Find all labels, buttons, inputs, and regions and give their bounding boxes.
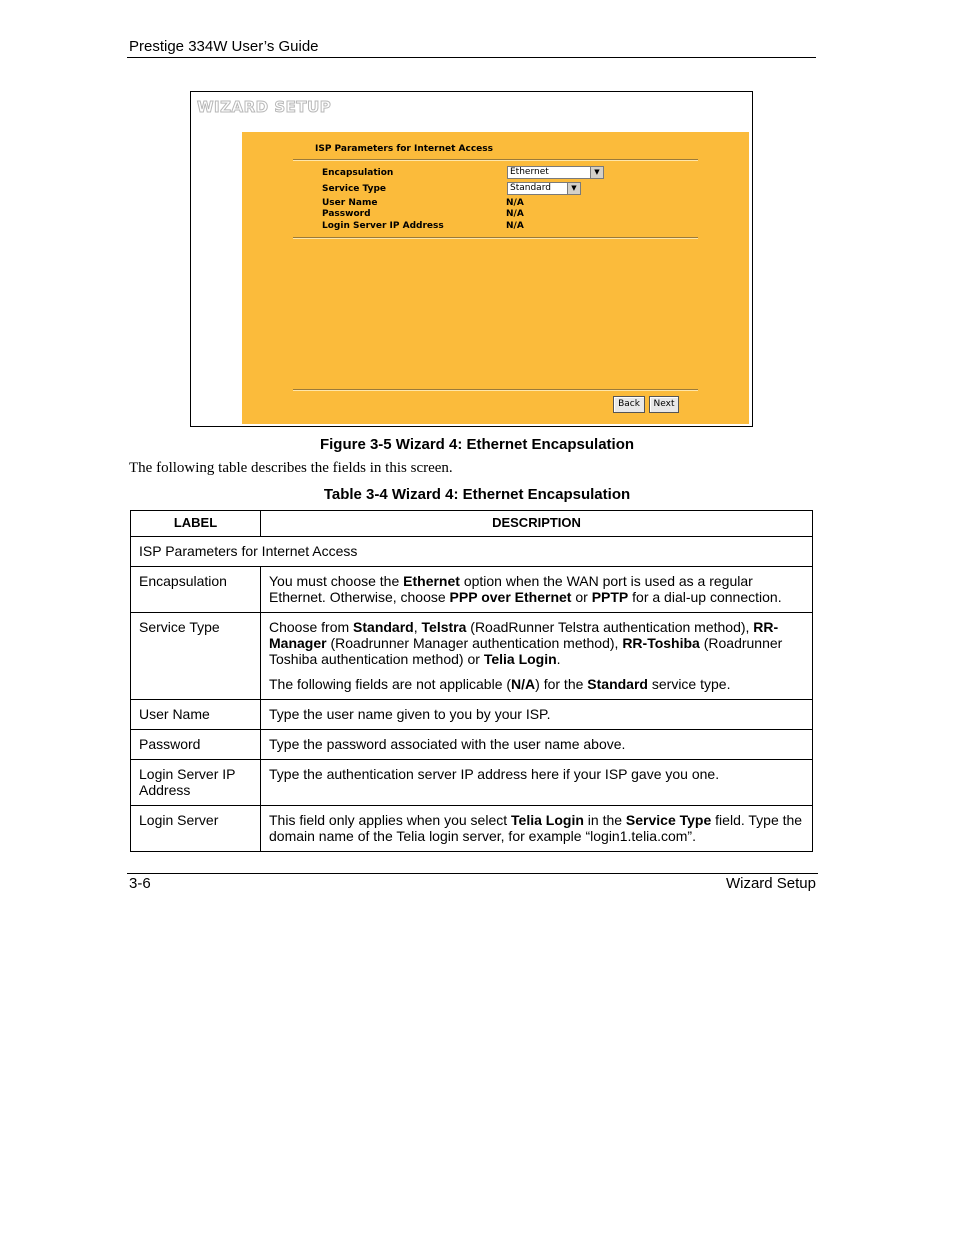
table-row [131, 567, 813, 613]
chevron-down-icon: ▼ [567, 183, 580, 194]
figure-caption: Figure 3-5 Wizard 4: Ethernet Encapsulation [319, 436, 635, 453]
text-run: , [413, 619, 422, 635]
panel-divider [293, 237, 698, 239]
bold-term: Standard [353, 619, 414, 635]
row-label: Service Type [131, 613, 261, 700]
row-label: Login Server [131, 806, 261, 852]
section-row-label: ISP Parameters for Internet Access [131, 537, 813, 567]
description-paragraph [269, 676, 804, 692]
wizard-panel [242, 132, 749, 424]
bold-term: Telstra [421, 619, 467, 635]
text-run: You must choose the [269, 573, 404, 589]
description-paragraph [269, 573, 804, 605]
text-run: service type. [647, 676, 731, 692]
bold-term: Standard [587, 676, 648, 692]
row-label: Encapsulation [131, 567, 261, 613]
header-rule [127, 57, 816, 58]
text-run: Type the user name given to you by your ISP. [269, 706, 551, 722]
bold-term: Telia Login [483, 651, 557, 667]
user-name-value: N/A [506, 198, 524, 208]
table-row [131, 700, 813, 730]
service-type-select-value: Standard [510, 183, 551, 193]
row-description [261, 613, 813, 700]
text-run: option when the WAN port is used as a regular Ethernet. Otherwise, choose [269, 573, 753, 605]
panel-divider [293, 159, 698, 161]
text-run: ) for the [535, 676, 588, 692]
row-description [261, 700, 813, 730]
bold-term: Ethernet [403, 573, 460, 589]
service-type-select[interactable] [507, 182, 581, 195]
text-run: (Roadrunner Manager authentication method), [326, 635, 623, 651]
field-label-encapsulation: Encapsulation [322, 168, 394, 178]
password-value: N/A [506, 209, 524, 219]
bold-term: Service Type [625, 812, 712, 828]
description-paragraph [269, 812, 804, 844]
text-run: The following fields are not applicable ( [269, 676, 512, 692]
text-run: (RoadRunner Telstra authentication method), [466, 619, 754, 635]
text-run: for a dial-up connection. [628, 589, 782, 605]
back-button[interactable]: Back [613, 396, 645, 413]
isp-section-title: ISP Parameters for Internet Access [315, 144, 493, 154]
encapsulation-select[interactable] [507, 166, 604, 179]
bold-term: RR-Manager [269, 619, 779, 651]
description-paragraph [269, 619, 804, 667]
wizard-title: WIZARD SETUP [197, 98, 332, 116]
running-header: Prestige 334W User’s Guide [129, 38, 319, 55]
encapsulation-select-value: Ethernet [510, 167, 549, 177]
text-run: . [556, 651, 561, 667]
footer-rule [127, 873, 818, 874]
next-button[interactable]: Next [649, 396, 679, 413]
description-paragraph [269, 736, 804, 752]
chevron-down-icon: ▼ [590, 167, 603, 178]
field-label-password: Password [322, 209, 371, 219]
field-label-user-name: User Name [322, 198, 378, 208]
bold-term: Telia Login [511, 812, 584, 828]
field-label-login-server-ip: Login Server IP Address [322, 221, 444, 231]
row-label: Password [131, 730, 261, 760]
text-run: in the [583, 812, 626, 828]
table-row [131, 613, 813, 700]
bold-term: RR-Toshiba [622, 635, 700, 651]
table-header-row [131, 511, 813, 537]
bold-term: PPP over Ethernet [449, 589, 572, 605]
text-run: This field only applies when you select [269, 812, 512, 828]
table-row [131, 806, 813, 852]
row-description [261, 730, 813, 760]
field-label-service-type: Service Type [322, 184, 387, 194]
column-header-label: LABEL [131, 511, 261, 537]
text-run: Type the authentication server IP address here if your ISP gave you one. [269, 766, 720, 782]
row-description [261, 567, 813, 613]
page-number: 3-6 [129, 875, 151, 892]
wizard-screenshot [190, 91, 753, 427]
text-run: field. Type the domain name of the Telia login server, for example “login1.telia.com”. [269, 812, 803, 844]
row-label: Login Server IP Address [131, 760, 261, 806]
table-row [131, 760, 813, 806]
text-run: (Roadrunner Toshiba authentication method) or [269, 635, 783, 667]
login-server-ip-value: N/A [506, 221, 524, 231]
description-paragraph [269, 766, 804, 782]
table-caption: Table 3-4 Wizard 4: Ethernet Encapsulation [323, 486, 631, 503]
row-label: User Name [131, 700, 261, 730]
row-description [261, 806, 813, 852]
intro-paragraph: The following table describes the fields in this screen. [129, 460, 453, 476]
text-run: or [571, 589, 592, 605]
table-section-row [131, 537, 813, 567]
column-header-description: DESCRIPTION [261, 511, 813, 537]
panel-divider [293, 389, 698, 391]
row-description [261, 760, 813, 806]
bold-term: PPTP [591, 589, 629, 605]
text-run: Type the password associated with the user name above. [269, 736, 626, 752]
table-row [131, 730, 813, 760]
chapter-name: Wizard Setup [725, 875, 816, 892]
description-paragraph [269, 706, 804, 722]
text-run: Choose from [269, 619, 354, 635]
bold-term: N/A [511, 676, 536, 692]
field-description-table [130, 510, 813, 852]
